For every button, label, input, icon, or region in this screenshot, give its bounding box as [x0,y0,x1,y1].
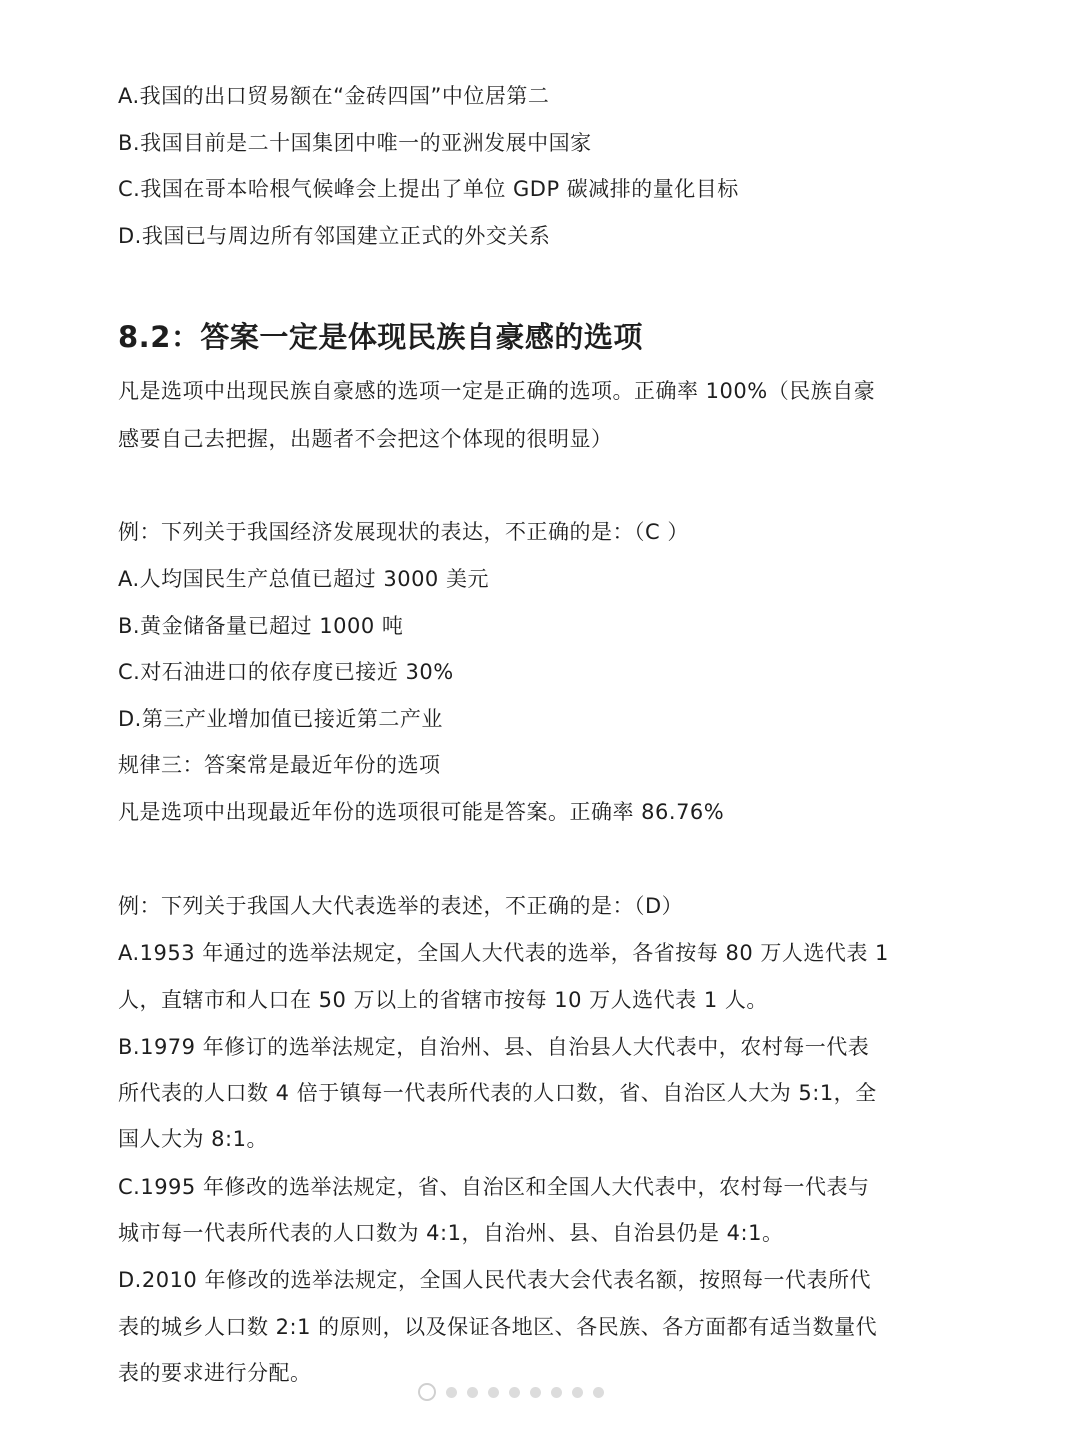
watermark-dot-icon [572,1387,583,1398]
example1-option-b: B.黄金储备量已超过 1000 吨 [118,614,404,638]
rule3-desc: 凡是选项中出现最近年份的选项很可能是答案。正确率 86.76% [118,800,725,824]
example2-line-1: A.1953 年通过的选举法规定，全国人大代表的选举，各省按每 80 万人选代表 1 [118,941,889,965]
example1-option-c: C.对石油进口的依存度已接近 30% [118,660,454,684]
watermark [418,1378,658,1406]
example2-line-7: 城市每一代表所代表的人口数为 4:1，自治州、县、自治县仍是 4:1。 [118,1221,784,1245]
section-heading: 8.2：答案一定是体现民族自豪感的选项 [118,320,643,354]
rule-desc-line-1: 凡是选项中出现民族自豪感的选项一定是正确的选项。正确率 100%（民族自豪 [118,379,876,403]
watermark-dot-icon [467,1387,478,1398]
rule3-title: 规律三：答案常是最近年份的选项 [118,753,441,777]
example2-line-8: D.2010 年修改的选举法规定，全国人民代表大会代表名额，按照每一代表所代 [118,1268,871,1292]
watermark-dot-icon [488,1387,499,1398]
watermark-dot-icon [446,1387,457,1398]
example2-line-9: 表的城乡人口数 2:1 的原则，以及保证各地区、各民族、各方面都有适当数量代 [118,1315,878,1339]
watermark-ring-icon [418,1383,436,1401]
example2-question: 例：下列关于我国人大代表选举的表述，不正确的是：（D） [118,894,684,918]
watermark-dot-icon [551,1387,562,1398]
option-d-top: D.我国已与周边所有邻国建立正式的外交关系 [118,224,551,248]
option-b-top: B.我国目前是二十国集团中唯一的亚洲发展中国家 [118,131,592,155]
example2-line-4: 所代表的人口数 4 倍于镇每一代表所代表的人口数，省、自治区人大为 5:1，全 [118,1081,877,1105]
example2-line-5: 国人大为 8:1。 [118,1127,268,1151]
example1-question: 例：下列关于我国经济发展现状的表达，不正确的是：（C ） [118,520,689,544]
example2-line-10: 表的要求进行分配。 [118,1361,312,1385]
example1-option-a: A.人均国民生产总值已超过 3000 美元 [118,567,489,591]
example2-line-3: B.1979 年修订的选举法规定，自治州、县、自治县人大代表中，农村每一代表 [118,1035,870,1059]
example2-line-6: C.1995 年修改的选举法规定，省、自治区和全国人大代表中，农村每一代表与 [118,1175,870,1199]
example2-line-2: 人，直辖市和人口在 50 万以上的省辖市按每 10 万人选代表 1 人。 [118,988,768,1012]
watermark-dot-icon [509,1387,520,1398]
example1-option-d: D.第三产业增加值已接近第二产业 [118,707,443,731]
watermark-dot-icon [530,1387,541,1398]
rule-desc-line-2: 感要自己去把握，出题者不会把这个体现的很明显） [118,427,613,451]
option-a-top: A.我国的出口贸易额在“金砖四国”中位居第二 [118,84,550,108]
option-c-top: C.我国在哥本哈根气候峰会上提出了单位 GDP 碳减排的量化目标 [118,177,739,201]
watermark-dot-icon [593,1387,604,1398]
